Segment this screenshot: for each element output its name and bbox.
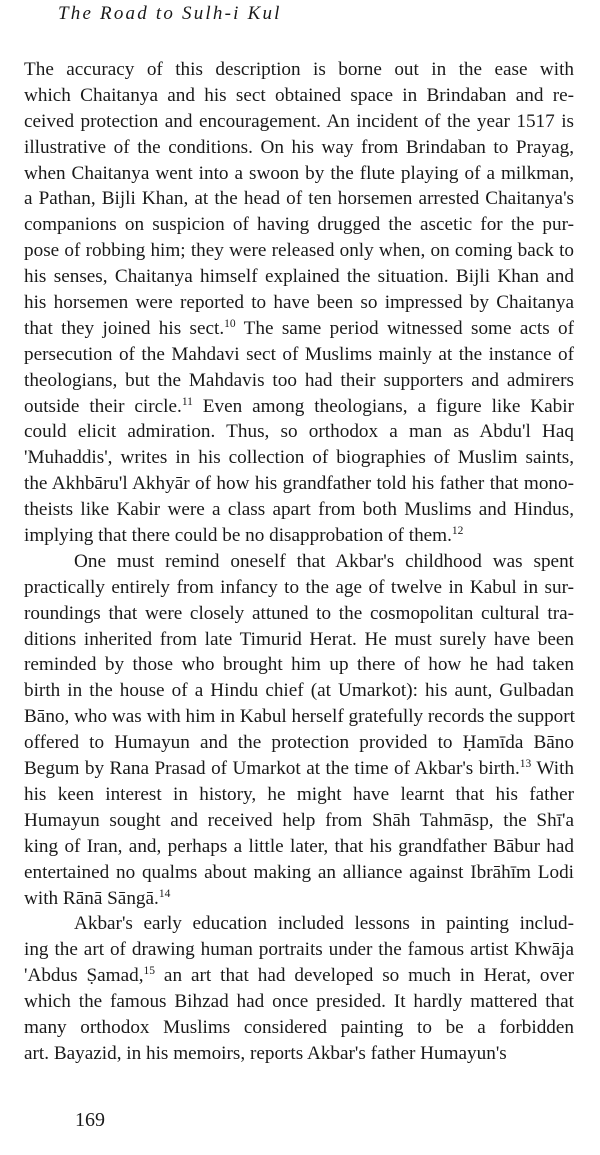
text-line bbox=[24, 886, 574, 912]
text-run: 'Muhaddis', writes in his collection of biographies of Muslim saints, bbox=[24, 447, 574, 469]
text-run: outside their circle. bbox=[24, 395, 182, 417]
text-run: One must remind oneself that Akbar's childhood was spent bbox=[74, 550, 574, 572]
text-line bbox=[24, 549, 574, 575]
text-run: Even among theologians, a figure like Kabir bbox=[192, 395, 574, 417]
text-line bbox=[24, 238, 574, 264]
text-run: Humayun sought and received help from Shāh Tahmāsp, the Shī'a bbox=[24, 809, 574, 831]
text-line bbox=[24, 471, 574, 497]
text-run: which the famous Bihzad had once presided. It hardly mattered that bbox=[24, 991, 574, 1013]
text-run: king of Iran, and, perhaps a little later, that his grandfather Bābur had bbox=[24, 835, 574, 857]
text-line bbox=[24, 808, 574, 834]
text-line bbox=[24, 730, 574, 756]
text-run: with Rānā Sāngā. bbox=[24, 887, 159, 909]
body-text bbox=[24, 57, 574, 1067]
text-line bbox=[24, 989, 574, 1015]
text-line bbox=[24, 704, 574, 730]
text-line bbox=[24, 523, 574, 549]
text-run: Bāno, who was with him in Kabul herself gratefully records the support bbox=[24, 706, 575, 728]
text-line bbox=[24, 394, 574, 420]
text-line bbox=[24, 652, 574, 678]
footnote-marker: 12 bbox=[451, 525, 464, 538]
text-line bbox=[24, 1041, 574, 1067]
text-run: offered to Humayun and the protection provided to Ḥamīda Bāno bbox=[24, 732, 574, 754]
text-line bbox=[24, 678, 574, 704]
text-run: reminded by those who brought him up there of how he had taken bbox=[24, 654, 574, 676]
text-line bbox=[24, 186, 574, 212]
text-line bbox=[24, 290, 574, 316]
footnote-marker: 10 bbox=[224, 317, 236, 330]
text-line bbox=[24, 445, 574, 471]
text-run: Begum by Rana Prasad of Umarkot at the time of Akbar's birth. bbox=[24, 758, 520, 780]
text-line bbox=[24, 963, 574, 989]
text-run: The same period witnessed some acts of bbox=[235, 317, 574, 339]
text-line bbox=[24, 575, 574, 601]
paragraph bbox=[24, 911, 574, 1066]
text-run: which Chaitanya and his sect obtained space in Brindaban and re- bbox=[24, 84, 574, 106]
text-run: art. Bayazid, in his memoirs, reports Akbar's father Humayun's bbox=[24, 1042, 507, 1064]
text-line bbox=[24, 83, 574, 109]
text-line bbox=[24, 937, 574, 963]
text-line bbox=[24, 109, 574, 135]
text-run: persecution of the Mahdavi sect of Muslims mainly at the instance of bbox=[24, 343, 574, 365]
footnote-marker: 11 bbox=[181, 395, 193, 408]
text-run: pose of robbing him; they were released only when, on coming back to bbox=[24, 240, 574, 262]
text-run: Akbar's early education included lessons in painting includ- bbox=[74, 913, 574, 935]
text-run: theologians, but the Mahdavis too had their supporters and admirers bbox=[24, 369, 574, 391]
text-run: his senses, Chaitanya himself explained the situation. Bijli Khan and bbox=[24, 266, 574, 288]
text-line bbox=[24, 834, 574, 860]
footnote-marker: 15 bbox=[143, 965, 156, 978]
text-line bbox=[24, 419, 574, 445]
text-line bbox=[24, 57, 574, 83]
text-run: theists like Kabir were a class apart from both Muslims and Hindus, bbox=[24, 499, 574, 521]
paragraph bbox=[24, 57, 574, 549]
text-run: a Pathan, Bijli Khan, at the head of ten horsemen arrested Chaitanya's bbox=[24, 188, 574, 210]
text-line bbox=[24, 135, 574, 161]
text-run: an art that had developed so much in Herat, over bbox=[155, 965, 574, 987]
text-run: implying that there could be no disapprobation of them. bbox=[24, 525, 452, 547]
text-line bbox=[24, 601, 574, 627]
text-run: companions on suspicion of having drugged the ascetic for the pur- bbox=[24, 214, 574, 236]
text-run: many orthodox Muslims considered painting to be a forbidden bbox=[24, 1016, 574, 1038]
text-run: could elicit admiration. Thus, so orthodox a man as Abdu'l Haq bbox=[24, 421, 574, 443]
text-run: birth in the house of a Hindu chief (at Umarkot): his aunt, Gulbadan bbox=[24, 680, 574, 702]
text-line bbox=[24, 860, 574, 886]
text-line bbox=[24, 497, 574, 523]
text-run: ing the art of drawing human portraits under the famous artist Khwāja bbox=[24, 939, 574, 961]
text-line bbox=[24, 782, 574, 808]
text-line bbox=[24, 911, 574, 937]
text-line bbox=[24, 1015, 574, 1041]
paragraph bbox=[24, 549, 574, 911]
text-line bbox=[24, 627, 574, 653]
text-run: that they joined his sect. bbox=[24, 317, 225, 339]
footnote-marker: 14 bbox=[158, 887, 171, 900]
text-line bbox=[24, 368, 574, 394]
text-run: practically entirely from infancy to the age of twelve in Kabul in sur- bbox=[24, 576, 574, 598]
text-run: illustrative of the conditions. On his way from Brindaban to Prayag, bbox=[24, 136, 574, 158]
text-run: The accuracy of this description is borne out in the ease with bbox=[24, 59, 574, 80]
text-line bbox=[24, 316, 574, 342]
text-run: entertained no qualms about making an alliance against Ibrāhīm Lodi bbox=[24, 861, 574, 883]
text-run: his keen interest in history, he might have learnt that his father bbox=[24, 783, 574, 805]
text-run: ceived protection and encouragement. An incident of the year 1517 is bbox=[24, 110, 574, 132]
text-run: when Chaitanya went into a swoon by the flute playing of a milkman, bbox=[24, 162, 574, 184]
text-line bbox=[24, 264, 574, 290]
text-run: his horsemen were reported to have been so impressed by Chaitanya bbox=[24, 292, 574, 314]
text-line bbox=[24, 161, 574, 187]
footnote-marker: 13 bbox=[519, 758, 532, 771]
text-line bbox=[24, 212, 574, 238]
text-run: the Akhbāru'l Akhyār of how his grandfather told his father that mono- bbox=[24, 473, 574, 495]
text-line bbox=[24, 756, 574, 782]
text-line bbox=[24, 342, 574, 368]
text-run: roundings that were closely attuned to the cosmopolitan cultural tra- bbox=[24, 602, 574, 624]
text-run: 'Abdus Ṣamad, bbox=[24, 965, 144, 987]
running-head: The Road to Sulh-i Kul bbox=[58, 3, 282, 24]
text-run: With bbox=[531, 758, 575, 780]
page-number: 169 bbox=[75, 1109, 105, 1131]
text-run: ditions inherited from late Timurid Herat. He must surely have been bbox=[24, 628, 574, 650]
